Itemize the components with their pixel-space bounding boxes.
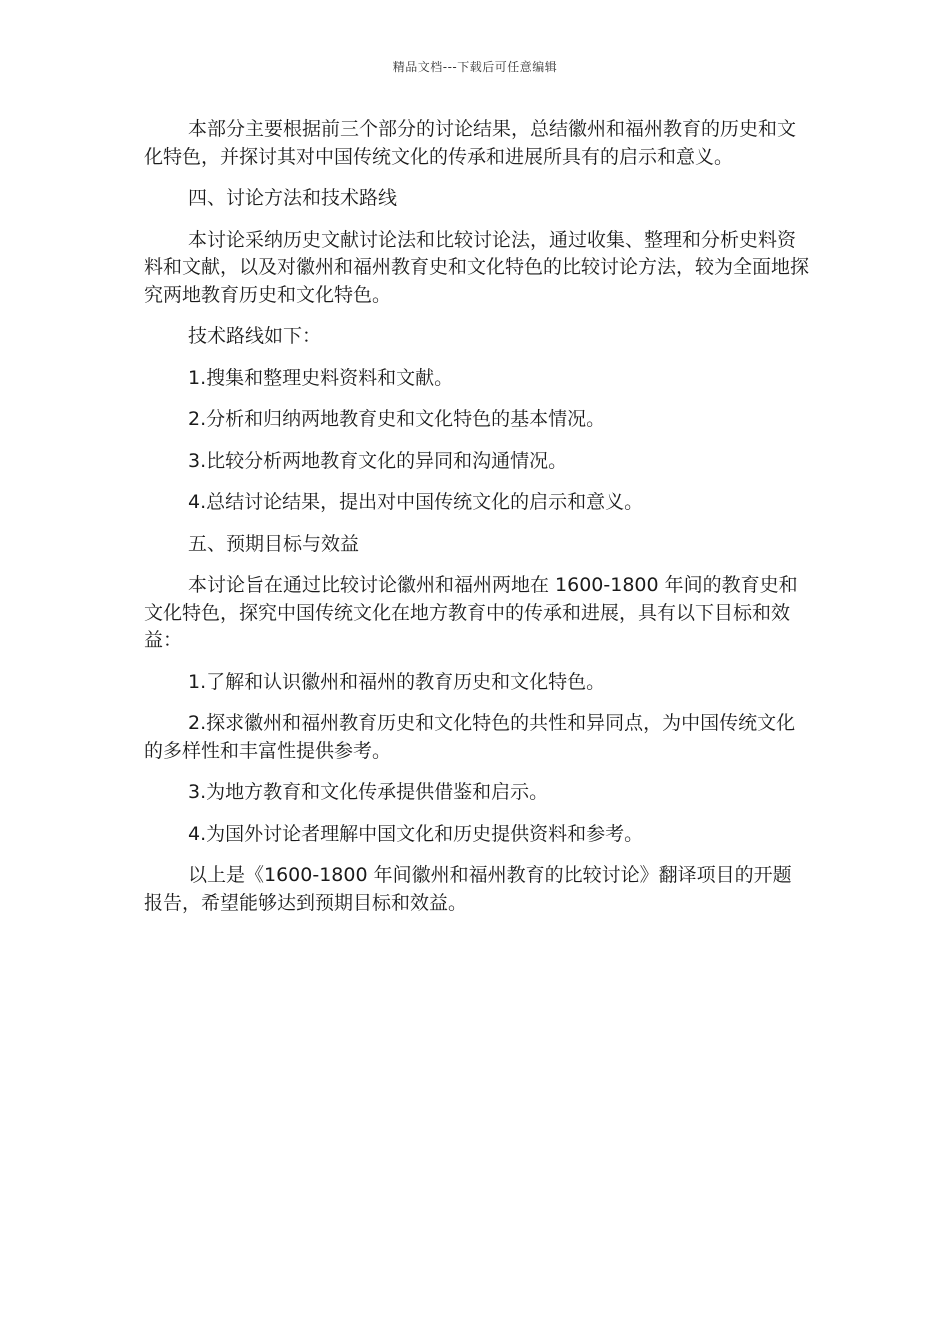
list-item-goal-4: 4.为国外讨论者理解中国文化和历史提供资料和参考。 bbox=[188, 822, 644, 845]
paragraph-goals-intro: 本讨论旨在通过比较讨论徽州和福州两地在 1600-1800 年间的教育史和文化特色，探究中国传统文化在地方教育中的传承和进展，具有以下目标和效益： bbox=[144, 574, 798, 651]
list-item-route-3: 3.比较分析两地教育文化的异同和沟通情况。 bbox=[188, 449, 568, 472]
list-item-goal-1: 1.了解和认识徽州和福州的教育历史和文化特色。 bbox=[188, 670, 606, 693]
paragraph-route-intro: 技术路线如下： bbox=[188, 325, 322, 347]
section-heading-goals: 五、预期目标与效益 bbox=[188, 532, 360, 555]
page-header: 精品文档---下载后可任意编辑 bbox=[392, 60, 558, 74]
list-item-goal-2: 2.探求徽州和福州教育历史和文化特色的共性和异同点，为中国传统文化的多样性和丰富性提供参考。 bbox=[144, 712, 796, 762]
document-body bbox=[144, 116, 810, 931]
paragraph-summary-intro: 本部分主要根据前三个部分的讨论结果，总结徽州和福州教育的历史和文化特色，并探讨其对中国传统文化的传承和进展所具有的启示和意义。 bbox=[144, 118, 797, 168]
list-item-route-4: 4.总结讨论结果，提出对中国传统文化的启示和意义。 bbox=[188, 491, 644, 513]
list-item-route-1: 1.搜集和整理史料资料和文献。 bbox=[188, 366, 454, 389]
paragraph-conclusion: 以上是《1600-1800 年间徽州和福州教育的比较讨论》翻译项目的开题报告，希望能够达到预期目标和效益。 bbox=[144, 864, 792, 914]
list-item-route-2: 2.分析和归纳两地教育史和文化特色的基本情况。 bbox=[188, 408, 606, 430]
section-heading-methods: 四、讨论方法和技术路线 bbox=[188, 187, 398, 209]
list-item-goal-3: 3.为地方教育和文化传承提供借鉴和启示。 bbox=[188, 781, 549, 803]
paragraph-methods: 本讨论采纳历史文献讨论法和比较讨论法，通过收集、整理和分析史料资料和文献，以及对徽州和福州教育史和文化特色的比较讨论方法，较为全面地探究两地教育历史和文化特色。 bbox=[144, 228, 810, 306]
